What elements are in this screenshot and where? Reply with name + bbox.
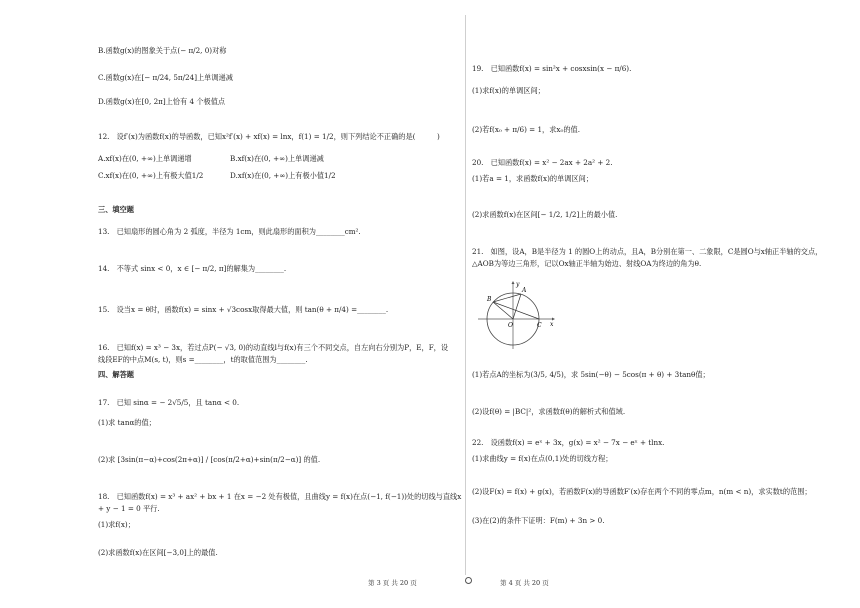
label-b: B — [487, 296, 492, 303]
footer-right-page-number: 第 4 页 共 20 页 — [500, 579, 549, 587]
q19-part1: (1)求f(x)的单调区间； — [472, 86, 545, 95]
label-a: A — [522, 287, 527, 294]
q12-option-a: A.xf(x)在(0, +∞)上单调递增 — [98, 154, 192, 163]
q11-option-d: D.函数g(x)在[0, 2π]上恰有 4 个极值点 — [98, 97, 226, 106]
q16-line2: 线段EF的中点M(s, t)，则s =________，t的取值范围为________. — [98, 355, 308, 364]
q12-option-b: B.xf(x)在(0, +∞)上单调递减 — [230, 154, 324, 163]
q12-option-d: D.xf(x)在(0, +∞)上有极小值1/2 — [230, 171, 336, 180]
footer-left-page-number: 第 3 页 共 20 页 — [368, 579, 417, 587]
q19-part2: (2)若f(x₀ + π/6) = 1，求x₀的值. — [472, 125, 581, 134]
q18-part1: (1)求f(x)； — [98, 520, 135, 529]
q22-part3: (3)在(2)的条件下证明：F(m) + 3n > 0. — [472, 516, 605, 525]
label-x: x — [550, 321, 554, 328]
q13: 13. 已知扇形的圆心角为 2 弧度，半径为 1cm，则此扇形的面积为________cm². — [98, 227, 361, 236]
binding-hole-mark — [465, 577, 472, 584]
q17-part1: (1)求 tanα的值； — [98, 418, 156, 427]
q22-stem: 22. 设函数f(x) = eˣ + 3x，g(x) = x² − 7x − eˣ + tlnx. — [472, 438, 665, 447]
q15: 15. 设当x = θ时，函数f(x) = sinx + √3cosx取得最大值，则 tan(θ + π/4) =________. — [98, 305, 389, 314]
column-divider — [465, 15, 466, 575]
q20-stem: 20. 已知函数f(x) = x² − 2ax + 2a² + 2. — [472, 158, 613, 167]
q20-part2: (2)求函数f(x)在区间[− 1/2, 1/2]上的最小值. — [472, 210, 618, 219]
q19-stem: 19. 已知函数f(x) = sin²x + cosxsin(x − π/6). — [472, 64, 632, 73]
unit-circle-figure — [476, 279, 556, 351]
q11-option-c: C.函数g(x)在[− π/24, 5π/24]上单调递减 — [98, 73, 233, 82]
q18-part2: (2)求函数f(x)在区间[−3,0]上的最值. — [98, 548, 218, 557]
label-y: y — [516, 281, 520, 288]
q12-option-c: C.xf(x)在(0, +∞)上有极大值1/2 — [98, 171, 204, 180]
q21-line2: △AOB为等边三角形，记以Ox轴正半轴为始边、射线OA为终边的角为θ. — [472, 259, 702, 268]
q18-line1: 18. 已知函数f(x) = x³ + ax² + bx + 1 在x = −2 处有极值，且曲线y = f(x)在点(−1, f(−1))处的切线与直线x — [98, 492, 462, 501]
segment-ob — [493, 302, 513, 319]
q18-line2: + y − 1 = 0 平行. — [98, 504, 160, 513]
section-heading-solutions: 四、解答题 — [98, 370, 134, 379]
q11-option-b: B.函数g(x)的图象关于点(− π/2, 0)对称 — [98, 46, 227, 55]
section-heading-fill-blank: 三、填空题 — [98, 205, 134, 214]
q21-part1: (1)若点A的坐标为(3/5, 4/5)，求 5sin(−θ) − 5cos(π + θ) + 3tanθ值； — [472, 370, 710, 379]
label-c: C — [537, 322, 542, 329]
q22-part1: (1)求曲线y = f(x)在点(0,1)处的切线方程； — [472, 454, 613, 463]
q20-part1: (1)若a = 1，求函数f(x)的单调区间； — [472, 174, 594, 183]
q17-part2: (2)求 [3sin(π−α)+cos(2π+α)] / [cos(π/2+α)+sin(π/2−α)] 的值. — [98, 455, 321, 464]
q14: 14. 不等式 sinx < 0，x ∈ [− π/2, π]的解集为________. — [98, 264, 287, 273]
q12-stem: 12. 设f′(x)为函数f(x)的导函数，已知x²f′(x) + xf(x) = lnx，f(1) = 1/2，则下列结论不正确的是( ) — [98, 132, 440, 141]
q16-line1: 16. 已知f(x) = x³ − 3x，若过点P(− √3, 0)的动直线l与f(x)有三个不同交点，自左向右分别为P，E，F，设 — [98, 343, 449, 352]
q21-part2: (2)设f(θ) = |BC|²，求函数f(θ)的解析式和值域. — [472, 407, 626, 416]
segment-oa — [513, 294, 521, 319]
y-axis-arrow — [512, 281, 515, 284]
q21-line1: 21. 如图，设A，B是半径为 1 的圆O上的动点，且A，B分别在第一、二象限，C是圆O与x轴正半轴的交点， — [472, 247, 823, 256]
q22-part2: (2)设F(x) = f(x) + g(x)，若函数F(x)的导函数F′(x)存在两个不同的零点m，n(m < n)，求实数t的范围； — [472, 487, 812, 496]
segment-bc — [493, 302, 539, 319]
label-o: O — [508, 322, 513, 329]
q17-stem: 17. 已知 sinα = − 2√5/5，且 tanα < 0. — [98, 398, 240, 407]
